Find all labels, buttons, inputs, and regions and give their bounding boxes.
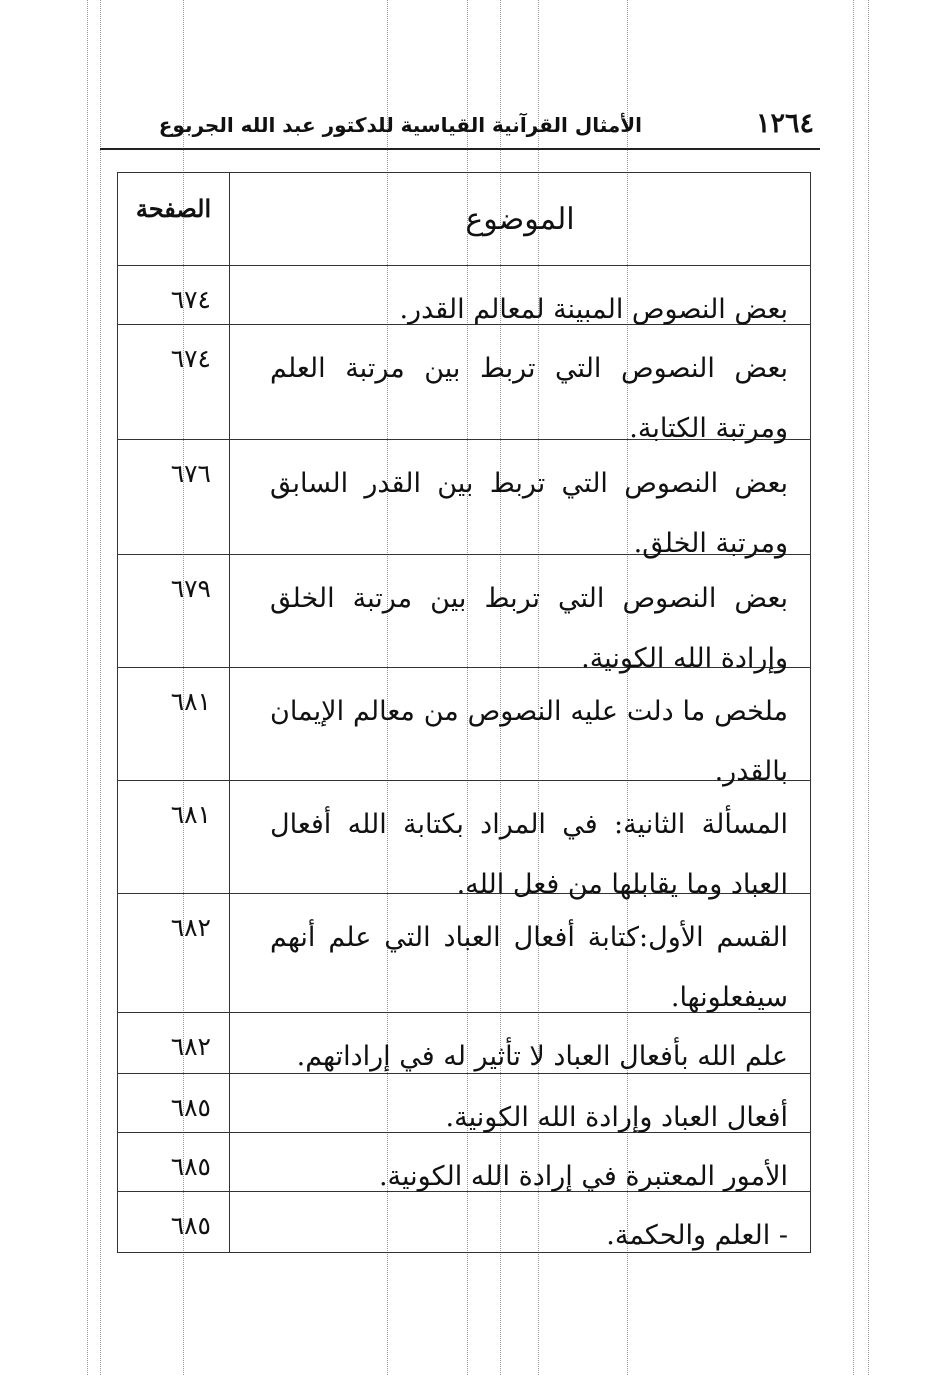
- row-topic: علم الله بأفعال العباد لا تأثير له في إراداتهم.: [296, 1041, 788, 1072]
- column-header-topic: الموضوع: [465, 202, 575, 237]
- table-row: [118, 1013, 810, 1074]
- scan-guide-line: [868, 0, 869, 1375]
- row-topic: بعض النصوص المبينة لمعالم القدر.: [399, 294, 788, 325]
- scan-guide-line: [87, 0, 88, 1375]
- row-page-number: ٦٨٢: [118, 894, 230, 1012]
- scan-guide-line: [100, 0, 101, 1375]
- row-topic: بعض النصوص التي تربط بين القدر السابق ومرتبة الخلق.: [270, 468, 788, 559]
- running-title: الأمثال القرآنية القياسية للدكتور عبد الله الجربوع: [158, 113, 642, 137]
- row-page-number: ٦٨١: [118, 668, 230, 780]
- table-row: [118, 668, 810, 787]
- table-of-contents: [117, 172, 811, 1253]
- row-topic: أفعال العباد وإرادة الله الكونية.: [445, 1102, 788, 1133]
- table-header-row: [118, 173, 810, 266]
- row-topic: بعض النصوص التي تربط بين مرتبة العلم ومرتبة الكتابة.: [270, 353, 788, 444]
- table-row: [118, 555, 810, 674]
- row-topic: المسألة الثانية: في المراد بكتابة الله أفعال العباد وما يقابلها من فعل الله.: [270, 809, 788, 900]
- table-row: [118, 1074, 810, 1133]
- page-header: [100, 100, 820, 150]
- row-page-number: ٦٨١: [118, 781, 230, 893]
- table-row: [118, 1192, 810, 1252]
- row-topic: الأمور المعتبرة في إرادة الله الكونية.: [378, 1161, 788, 1192]
- page-number: ١٢٦٤: [755, 108, 814, 139]
- row-page-number: ٦٧٤: [118, 325, 230, 439]
- table-row: [118, 1133, 810, 1192]
- row-page-number: ٦٧٤: [118, 266, 230, 324]
- row-page-number: ٦٧٦: [118, 440, 230, 554]
- row-page-number: ٦٧٩: [118, 555, 230, 667]
- row-topic: القسم الأول:كتابة أفعال العباد التي علم أنهم سيفعلونها.: [270, 922, 788, 1013]
- row-page-number: ٦٨٥: [118, 1133, 230, 1191]
- row-page-number: ٦٨٥: [118, 1074, 230, 1132]
- table-row: [118, 266, 810, 325]
- table-row: [118, 325, 810, 444]
- row-page-number: ٦٨٢: [118, 1013, 230, 1073]
- row-page-number: ٦٨٥: [118, 1192, 230, 1252]
- row-topic: ملخص ما دلت عليه النصوص من معالم الإيمان بالقدر.: [270, 696, 788, 787]
- table-row: [118, 781, 810, 900]
- row-topic: بعض النصوص التي تربط بين مرتبة الخلق وإرادة الله الكونية.: [270, 583, 788, 674]
- scan-guide-line: [853, 0, 854, 1375]
- row-topic: - العلم والحكمة.: [606, 1220, 788, 1251]
- column-header-page: الصفحة: [118, 173, 230, 265]
- table-row: [118, 894, 810, 1013]
- table-row: [118, 440, 810, 559]
